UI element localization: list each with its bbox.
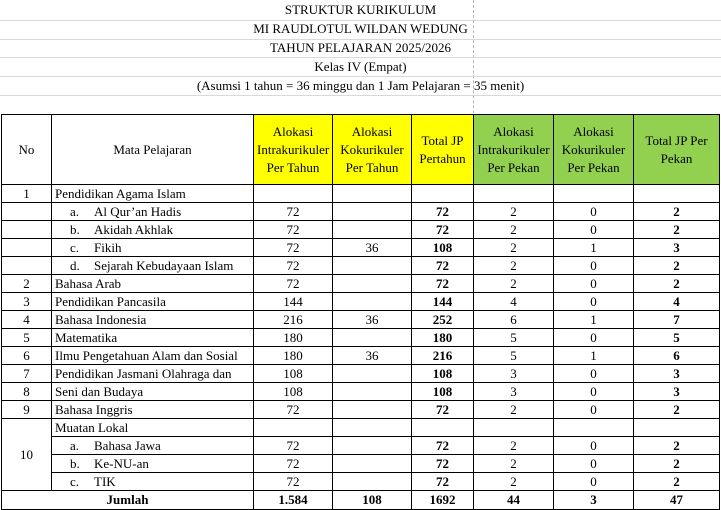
- title-line-4: Kelas IV (Empat): [314, 59, 407, 74]
- cell-intra-week: 2: [474, 473, 554, 491]
- cell-koku-year: [333, 455, 412, 473]
- table-row: [2, 311, 720, 329]
- cell-subject: Seni dan Budaya: [52, 383, 254, 401]
- cell-koku-week: 0: [554, 365, 634, 383]
- cell-no: 6: [2, 347, 52, 365]
- cell-total-year: 180: [412, 329, 474, 347]
- header-intra-year: Alokasi Intrakurikuler Per Tahun: [254, 115, 333, 185]
- cell-no: 8: [2, 383, 52, 401]
- title-line-3: TAHUN PELAJARAN 2025/2026: [270, 40, 451, 55]
- cell-no: 10: [2, 419, 52, 491]
- sub-subject: Fikih: [94, 239, 122, 255]
- table-row: [2, 257, 720, 275]
- cell-empty: [2, 221, 52, 239]
- cell-total-week: 3: [634, 365, 720, 383]
- cell-intra-week: 5: [474, 329, 554, 347]
- cell-total-week: 2: [634, 455, 720, 473]
- sub-subject: Sejarah Kebudayaan Islam: [94, 257, 234, 273]
- cell-intra-week: 2: [474, 455, 554, 473]
- cell-total-week: 2: [634, 257, 720, 275]
- cell-intra-year: 108: [254, 365, 333, 383]
- cell-empty: [254, 185, 333, 203]
- sub-letter: a.: [70, 203, 80, 219]
- total-koku-week: 3: [554, 491, 634, 510]
- sub-letter: b.: [70, 455, 80, 471]
- cell-total-week: 2: [634, 473, 720, 491]
- cell-koku-year: 36: [333, 311, 412, 329]
- cell-koku-week: 0: [554, 437, 634, 455]
- cell-intra-week: 2: [474, 275, 554, 293]
- cell-no: 2: [2, 275, 52, 293]
- sub-letter: a.: [70, 437, 80, 453]
- cell-empty: [474, 419, 554, 437]
- cell-intra-year: 180: [254, 347, 333, 365]
- cell-empty: [333, 419, 412, 437]
- total-intra-week: 44: [474, 491, 554, 510]
- cell-total-week: 2: [634, 275, 720, 293]
- cell-intra-year: 72: [254, 239, 333, 257]
- cell-total-week: 7: [634, 311, 720, 329]
- cell-koku-week: 0: [554, 203, 634, 221]
- total-row: [2, 491, 720, 510]
- cell-total-week: 4: [634, 293, 720, 311]
- cell-total-year: 72: [412, 257, 474, 275]
- cell-total-year: 144: [412, 293, 474, 311]
- cell-subject: [52, 437, 254, 455]
- table-row: [2, 383, 720, 401]
- cell-koku-week: 0: [554, 401, 634, 419]
- table-header-row: [2, 115, 720, 185]
- cell-koku-week: 0: [554, 383, 634, 401]
- header-intra-week: Alokasi Intrakurikuler Per Pekan: [474, 115, 554, 185]
- cell-intra-week: 3: [474, 365, 554, 383]
- title-line-5: (Asumsi 1 tahun = 36 minggu dan 1 Jam Pelajaran = 35 menit): [196, 78, 525, 93]
- cell-total-year: 216: [412, 347, 474, 365]
- table-row: [2, 419, 720, 437]
- cell-total-year: 108: [412, 383, 474, 401]
- total-total-year: 1692: [412, 491, 474, 510]
- table-row: [2, 347, 720, 365]
- cell-koku-week: 0: [554, 257, 634, 275]
- cell-total-week: 2: [634, 221, 720, 239]
- header-no: No: [2, 115, 52, 185]
- cell-koku-week: 0: [554, 455, 634, 473]
- cell-koku-week: 0: [554, 221, 634, 239]
- cell-empty: [333, 185, 412, 203]
- cell-total-week: 3: [634, 239, 720, 257]
- cell-subject: [52, 221, 254, 239]
- cell-no: 3: [2, 293, 52, 311]
- header-koku-year: Alokasi Kokurikuler Per Tahun: [333, 115, 412, 185]
- cell-intra-week: 6: [474, 311, 554, 329]
- table-row: [2, 203, 720, 221]
- cell-koku-year: [333, 203, 412, 221]
- table-row: [2, 185, 720, 203]
- table-row: [2, 329, 720, 347]
- cell-total-week: 2: [634, 401, 720, 419]
- cell-intra-year: 216: [254, 311, 333, 329]
- cell-intra-year: 72: [254, 473, 333, 491]
- cell-empty: [554, 419, 634, 437]
- cell-subject: Pendidikan Jasmani Olahraga dan: [52, 365, 254, 383]
- cell-koku-week: 0: [554, 329, 634, 347]
- cell-intra-year: 108: [254, 383, 333, 401]
- cell-total-year: 72: [412, 221, 474, 239]
- cell-koku-year: [333, 293, 412, 311]
- header-total-year: Total JP Pertahun: [412, 115, 474, 185]
- cell-subject: Matematika: [52, 329, 254, 347]
- total-label: Jumlah: [2, 491, 254, 510]
- cell-empty: [254, 419, 333, 437]
- cell-koku-year: [333, 401, 412, 419]
- table-row: [2, 401, 720, 419]
- cell-subject: Bahasa Arab: [52, 275, 254, 293]
- cell-intra-year: 72: [254, 257, 333, 275]
- cell-intra-week: 2: [474, 401, 554, 419]
- sub-subject: Bahasa Jawa: [94, 437, 161, 453]
- cell-intra-week: 2: [474, 437, 554, 455]
- cell-total-year: 72: [412, 203, 474, 221]
- cell-koku-year: [333, 437, 412, 455]
- cell-empty: [554, 185, 634, 203]
- cell-empty: [412, 185, 474, 203]
- grid-row-line: [0, 95, 721, 96]
- cell-subject: [52, 257, 254, 275]
- grid-row-line: [0, 57, 721, 58]
- title-line-2: MI RAUDLOTUL WILDAN WEDUNG: [253, 21, 468, 36]
- cell-intra-week: 3: [474, 383, 554, 401]
- header-total-week: Total JP Per Pekan: [634, 115, 720, 185]
- cell-koku-week: 0: [554, 293, 634, 311]
- cell-koku-year: 36: [333, 239, 412, 257]
- cell-total-year: 72: [412, 437, 474, 455]
- cell-total-week: 2: [634, 437, 720, 455]
- cell-subject: Bahasa Inggris: [52, 401, 254, 419]
- cell-subject: [52, 473, 254, 491]
- cell-subject: [52, 203, 254, 221]
- cell-koku-year: 36: [333, 347, 412, 365]
- cell-koku-year: [333, 257, 412, 275]
- sub-letter: c.: [70, 239, 80, 255]
- cell-koku-year: [333, 473, 412, 491]
- cell-no: 1: [2, 185, 52, 203]
- cell-subject: Bahasa Indonesia: [52, 311, 254, 329]
- cell-koku-year: [333, 275, 412, 293]
- cell-intra-week: 2: [474, 203, 554, 221]
- cell-intra-year: 72: [254, 221, 333, 239]
- cell-koku-year: [333, 221, 412, 239]
- cell-no: 9: [2, 401, 52, 419]
- table-row: [2, 365, 720, 383]
- cell-intra-year: 180: [254, 329, 333, 347]
- cell-no: 5: [2, 329, 52, 347]
- cell-intra-week: 2: [474, 221, 554, 239]
- cell-empty: [2, 239, 52, 257]
- table-row: [2, 455, 720, 473]
- cell-intra-week: 2: [474, 239, 554, 257]
- sub-subject: Al Qur’an Hadis: [94, 203, 182, 219]
- sub-letter: b.: [70, 221, 80, 237]
- sub-subject: Ke-NU-an: [94, 455, 149, 471]
- cell-empty: [2, 203, 52, 221]
- sub-subject: Akidah Akhlak: [94, 221, 174, 237]
- cell-koku-week: 1: [554, 347, 634, 365]
- curriculum-table: [1, 114, 720, 510]
- cell-intra-year: 72: [254, 437, 333, 455]
- total-koku-year: 108: [333, 491, 412, 510]
- total-intra-year: 1.584: [254, 491, 333, 510]
- table-row: [2, 293, 720, 311]
- cell-koku-week: 0: [554, 473, 634, 491]
- cell-koku-year: [333, 365, 412, 383]
- cell-intra-week: 5: [474, 347, 554, 365]
- grid-row-line: [0, 76, 721, 77]
- cell-total-week: 5: [634, 329, 720, 347]
- cell-subject: Ilmu Pengetahuan Alam dan Sosial: [52, 347, 254, 365]
- cell-intra-year: 72: [254, 455, 333, 473]
- cell-subject: Pendidikan Pancasila: [52, 293, 254, 311]
- cell-intra-year: 72: [254, 275, 333, 293]
- sub-letter: c.: [70, 473, 80, 489]
- cell-total-year: 108: [412, 239, 474, 257]
- cell-empty: [474, 185, 554, 203]
- cell-intra-year: 72: [254, 401, 333, 419]
- cell-total-year: 72: [412, 401, 474, 419]
- cell-koku-year: [333, 329, 412, 347]
- cell-subject: [52, 239, 254, 257]
- table-row: [2, 473, 720, 491]
- cell-koku-week: 1: [554, 239, 634, 257]
- cell-total-week: 6: [634, 347, 720, 365]
- cell-total-week: 2: [634, 203, 720, 221]
- cell-koku-week: 1: [554, 311, 634, 329]
- cell-no: 4: [2, 311, 52, 329]
- cell-total-year: 72: [412, 275, 474, 293]
- cell-subject: Muatan Lokal: [52, 419, 254, 437]
- cell-koku-year: [333, 383, 412, 401]
- total-total-week: 47: [634, 491, 720, 510]
- table-row: [2, 239, 720, 257]
- cell-koku-week: 0: [554, 275, 634, 293]
- cell-intra-week: 2: [474, 257, 554, 275]
- sub-letter: d.: [70, 257, 80, 273]
- table-row: [2, 275, 720, 293]
- cell-empty: [2, 257, 52, 275]
- cell-total-year: 108: [412, 365, 474, 383]
- header-subject: Mata Pelajaran: [52, 115, 254, 185]
- table-row: [2, 437, 720, 455]
- title-line-1: STRUKTUR KURIKULUM: [284, 2, 437, 17]
- cell-total-year: 72: [412, 473, 474, 491]
- cell-empty: [412, 419, 474, 437]
- header-koku-week: Alokasi Kokurikuler Per Pekan: [554, 115, 634, 185]
- cell-total-year: 252: [412, 311, 474, 329]
- cell-intra-week: 4: [474, 293, 554, 311]
- sub-subject: TIK: [94, 473, 116, 489]
- cell-intra-year: 72: [254, 203, 333, 221]
- cell-subject: Pendidikan Agama Islam: [52, 185, 254, 203]
- cell-intra-year: 144: [254, 293, 333, 311]
- cell-subject: [52, 455, 254, 473]
- table-row: [2, 221, 720, 239]
- cell-total-week: 3: [634, 383, 720, 401]
- cell-empty: [634, 185, 720, 203]
- cell-no: 7: [2, 365, 52, 383]
- cell-empty: [634, 419, 720, 437]
- cell-total-year: 72: [412, 455, 474, 473]
